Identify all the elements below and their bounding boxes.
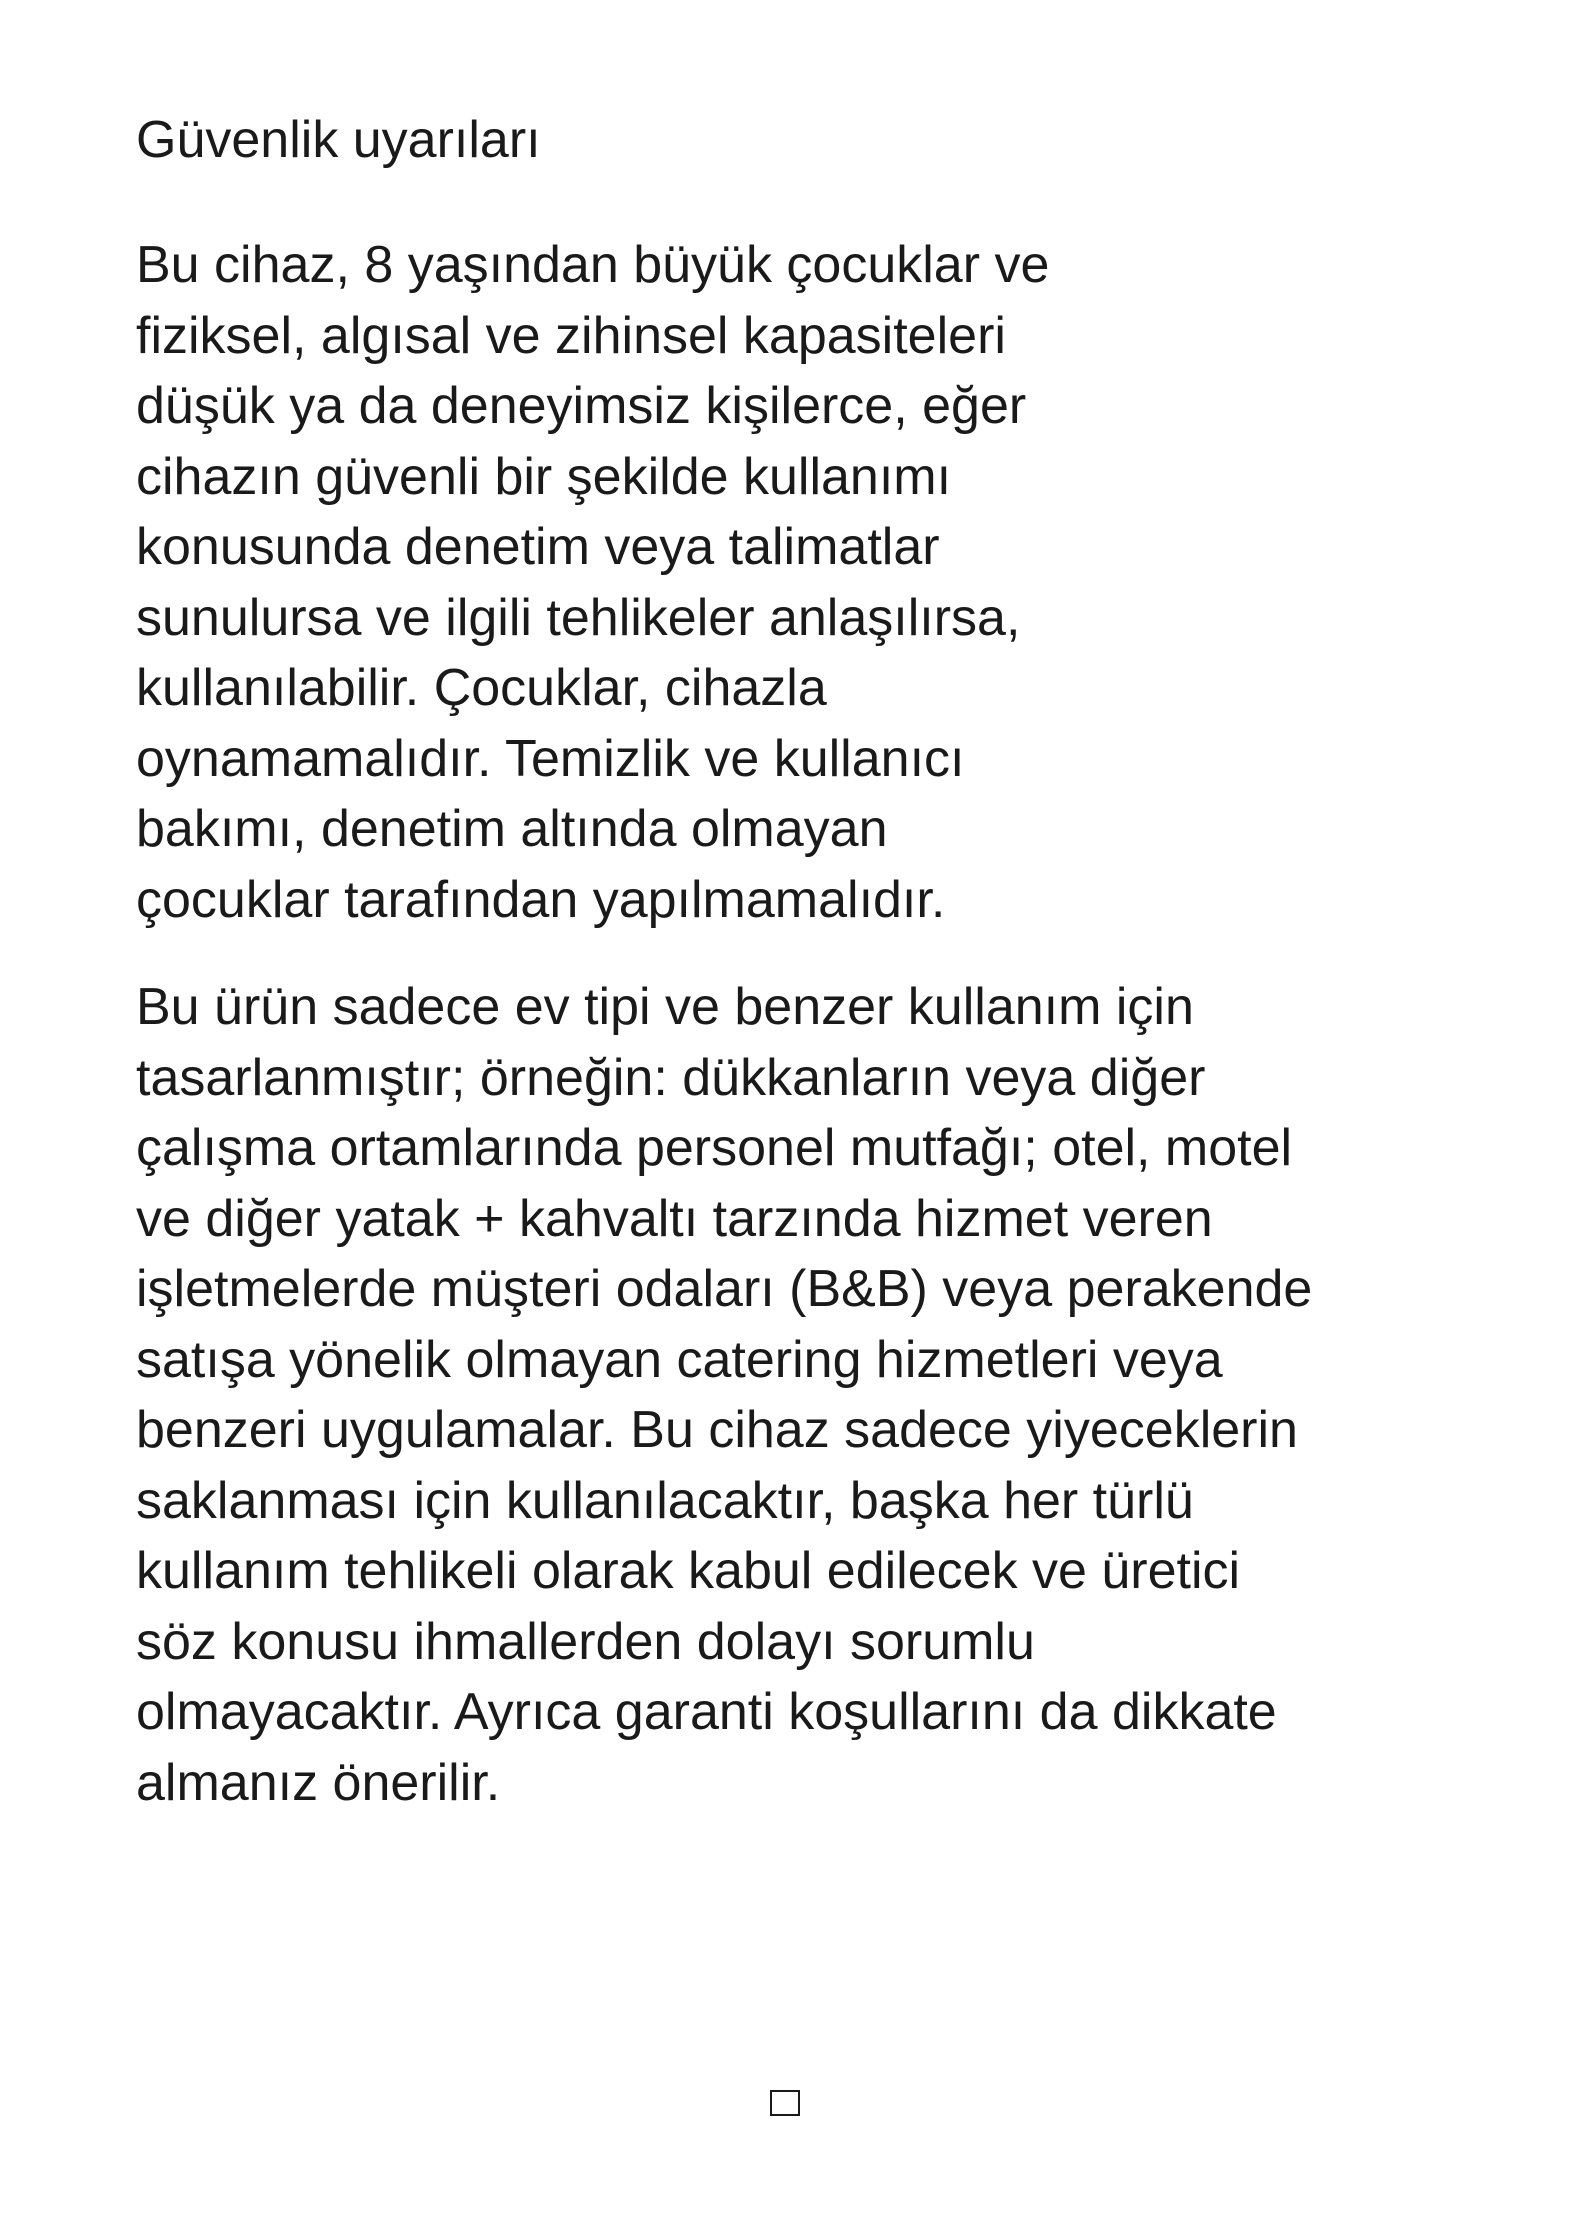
intended-use-paragraph xyxy=(136,972,1312,1818)
paragraph-line: fiziksel, algısal ve zihinsel kapasiteleri xyxy=(136,306,1006,365)
square-outline-icon xyxy=(770,2090,800,2116)
paragraph-line: benzeri uygulamalar. Bu cihaz sadece yiyeceklerin xyxy=(136,1401,1298,1459)
paragraph-line: sunulursa ve ilgili tehlikeler anlaşılırsa, xyxy=(136,588,1021,647)
paragraph-line: tasarlanmıştır; örneğin: dükkanların veya diğer xyxy=(136,1048,1206,1107)
paragraph-line: saklanması için kullanılacaktır, başka her türlü xyxy=(136,1471,1194,1530)
paragraph-line: almanız önerilir. xyxy=(136,1753,501,1812)
paragraph-line: Bu cihaz, 8 yaşından büyük çocuklar ve xyxy=(136,236,1050,294)
paragraph-line: ve diğer yatak + kahvaltı tarzında hizmet veren xyxy=(136,1189,1213,1248)
paragraph-line: düşük ya da deneyimsiz kişilerce, eğer xyxy=(136,377,1027,435)
paragraph-line: kullanım tehlikeli olarak kabul edilecek ve üretici xyxy=(136,1542,1241,1600)
safety-paragraph-children xyxy=(136,230,1049,935)
paragraph-line: bakımı, denetim altında olmayan xyxy=(136,800,888,858)
paragraph-line: cihazın güvenli bir şekilde kullanımı xyxy=(136,447,952,506)
paragraph-line: çalışma ortamlarında personel mutfağı; otel, motel xyxy=(136,1119,1293,1177)
paragraph-line: oynamamalıdır. Temizlik ve kullanıcı xyxy=(136,729,965,788)
paragraph-line: işletmelerde müşteri odaları (B&B) veya perakende xyxy=(136,1260,1313,1318)
paragraph-line: kullanılabilir. Çocuklar, cihazla xyxy=(136,659,827,717)
paragraph-line: olmayacaktır. Ayrıca garanti koşullarını da dikkate xyxy=(136,1683,1277,1741)
paragraph-line: söz konusu ihmallerden dolayı sorumlu xyxy=(136,1612,1035,1671)
paragraph-line: satışa yönelik olmayan catering hizmetleri veya xyxy=(136,1330,1223,1389)
paragraph-line: çocuklar tarafından yapılmamalıdır. xyxy=(136,870,946,929)
paragraph-line: konusunda denetim veya talimatlar xyxy=(136,518,940,576)
section-heading: Güvenlik uyarıları xyxy=(136,111,541,169)
paragraph-line: Bu ürün sadece ev tipi ve benzer kullanım için xyxy=(136,978,1194,1036)
